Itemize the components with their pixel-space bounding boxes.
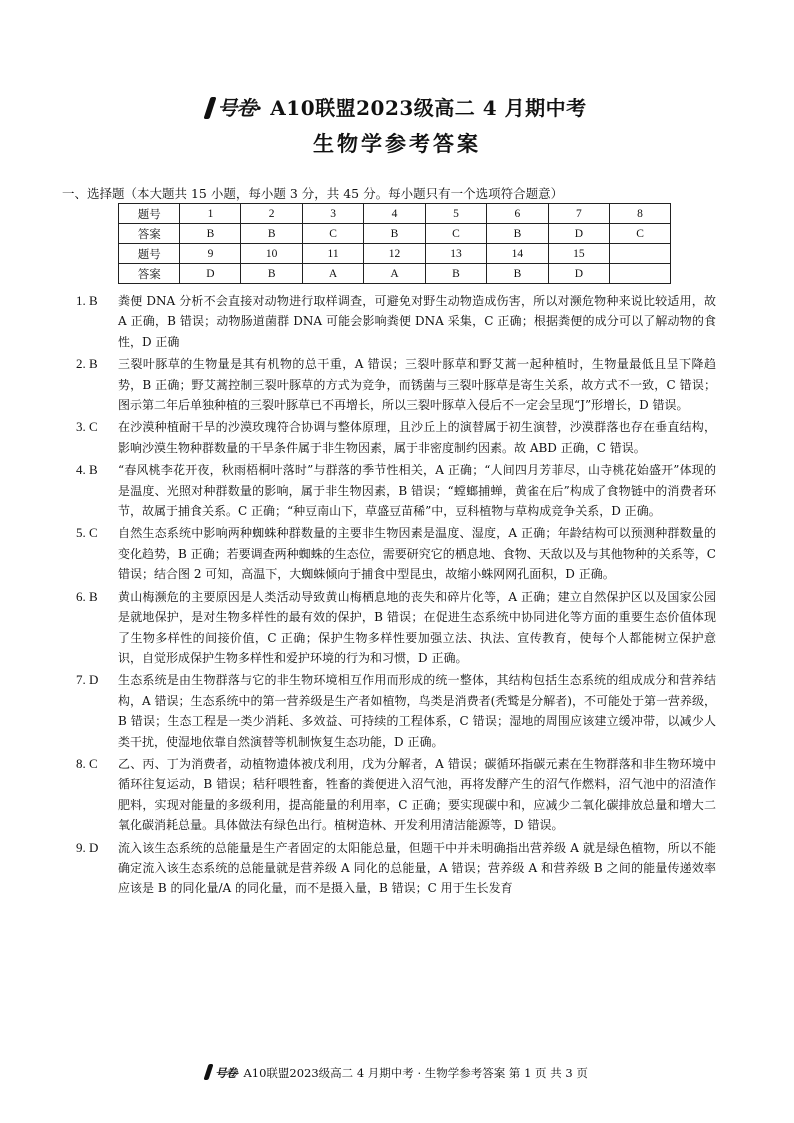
section-heading: 一、选择题（本大题共 15 小题，每小题 3 分，共 45 分。每小题只有一个选项符合题意）: [62, 186, 564, 201]
table-cell: B: [487, 264, 548, 284]
list-item: [76, 354, 716, 415]
table-cell: 13: [425, 244, 486, 264]
logo-mark-icon: [204, 97, 217, 119]
question-number: 1. B: [76, 293, 98, 308]
table-cell: D: [548, 224, 609, 244]
question-number: 2. B: [76, 356, 98, 372]
table-cell: 10: [241, 244, 302, 264]
table-cell: B: [241, 224, 302, 244]
table-cell: 8: [610, 204, 671, 224]
explanation-text: 乙、丙、丁为消费者，动植物遗体被戊利用，戊为分解者，A 错误；碳循环指碳元素在生物群落和非生物环境中循环往复运动，B 错误；秸秆喂牲畜，牲畜的粪便进入沼气池，再将发酵产生的沼气作燃料，沼气池中的沼渣作肥料，实现对能量的多级利用，提高能量的利用率，C 正确；要实现碳中和，应减少二氧化碳排放总量和增大二氧化碳消耗总量。具体做法有绿色出行。植树造林、开发利用清洁能源等，D 错误。: [118, 756, 716, 833]
question-number: 6. B: [76, 588, 98, 604]
table-cell: 4: [364, 204, 425, 224]
footer-text: · A10联盟2023级高二 4 月期中考 · 生物学参考答案 第 1 页 共 3 页: [236, 1066, 588, 1080]
table-row: [119, 204, 671, 224]
explanation-list: [76, 291, 716, 901]
table-row: [119, 244, 671, 264]
list-item: [76, 587, 716, 669]
row-label: 题号: [119, 244, 180, 264]
list-item: [76, 523, 716, 584]
table-cell: B: [241, 264, 302, 284]
explanation-text: 三裂叶豚草的生物量是其有机物的总干重，A 错误；三裂叶豚草和野艾蒿一起种植时，生物量最低且呈下降趋势，B 正确；野艾蒿控制三裂叶豚草的方式为竞争，而锈菌与三裂叶豚草是寄生关系，故方式不一致，C 错误；图示第二年后单独种植的三裂叶豚草已不再增长，所以三裂叶豚草入侵后不一定会呈现“J”形增长，D 错误。: [118, 357, 716, 413]
table-cell: C: [302, 224, 363, 244]
table-cell: B: [180, 224, 241, 244]
table-cell: 11: [302, 244, 363, 264]
table-cell: [610, 264, 671, 284]
explanation-text: 在沙漠种植耐干旱的沙漠玫瑰符合协调与整体原理，且沙丘上的演替属于初生演替，沙漠群落也存在垂直结构，影响沙漠生物种群数量的干旱条件属于非生物因素，属于非密度制约因素。故 ABD 正确，C 错误。: [118, 420, 716, 455]
explanation-text: 生态系统是由生物群落与它的非生物环境相互作用而形成的统一整体，其结构包括生态系统的组成成分和营养结构，A 错误；生态系统中的第一营养级是生产者如植物，鸟类是消费者(秃鹫是分解者)，不可能处于第一营养级，B 错误；生态工程是一类少消耗、多效益、可持续的工程体系，C 错误；湿地的周围应该建立缓冲带，以减少人类干扰，使湿地依靠自然演替等机制恢复生态功能，D 正确。: [118, 673, 716, 749]
table-row: [119, 264, 671, 284]
table-cell: [610, 244, 671, 264]
page-title: [0, 92, 794, 121]
list-item: [76, 460, 716, 521]
table-cell: 2: [241, 204, 302, 224]
table-cell: 1: [180, 204, 241, 224]
page-footer: [0, 1064, 794, 1081]
footer-logo-text: 号卷: [215, 1066, 237, 1080]
table-cell: A: [364, 264, 425, 284]
table-cell: 14: [487, 244, 548, 264]
table-cell: C: [610, 224, 671, 244]
table-cell: 6: [487, 204, 548, 224]
question-number: 3. C: [76, 419, 98, 435]
explanation-text: 流入该生态系统的总能量是生产者固定的太阳能总量，但题干中并未明确指出营养级 A 就是绿色植物，所以不能确定流入该生态系统的总能量就是营养级 A 同化的总能量，A 错误；营养级 A 和营养级 B 之间的能量传递效率应该是 B 的同化量/A 的同化量，而不是摄入量，B 错误；C 用于生长发育: [118, 840, 716, 896]
explanation-text: 自然生态系统中影响两种蜘蛛种群数量的主要非生物因素是温度、湿度，A 正确；年龄结构可以预测种群数量的变化趋势，B 正确；若要调查两种蜘蛛的生态位，需要研究它的栖息地、食物、天敌以及与其他物种的关系等，C 错误；结合图 2 可知，高温下，大蜘蛛倾向于捕食中型昆虫，故缩小蛛网网孔面积，D 正确。: [118, 526, 716, 582]
list-item: [76, 291, 716, 352]
question-number: 8. C: [76, 755, 98, 771]
table-row: [119, 224, 671, 244]
question-number: 5. C: [76, 525, 98, 541]
row-label: 答案: [119, 224, 180, 244]
table-cell: A: [302, 264, 363, 284]
page-subtitle: 生物学参考答案: [313, 131, 481, 156]
table-cell: B: [364, 224, 425, 244]
row-label: 答案: [119, 264, 180, 284]
question-number: 7. D: [76, 672, 99, 688]
table-cell: 9: [180, 244, 241, 264]
table-cell: 3: [302, 204, 363, 224]
table-cell: C: [425, 224, 486, 244]
answer-table: [118, 203, 671, 284]
explanation-text: “春风桃李花开夜，秋雨梧桐叶落时”与群落的季节性相关，A 正确；“人间四月芳菲尽，山寺桃花始盛开”体现的是温度、光照对种群数量的影响，属于非生物因素，B 错误；“螳螂捕蝉，黄雀在后”构成了食物链中的消费者环节，故属于捕食关系。C 正确；“种豆南山下，草盛豆苗稀”中，豆科植物与草构成竞争关系，D 正确。: [118, 463, 716, 519]
table-cell: D: [548, 264, 609, 284]
question-number: 4. B: [76, 462, 98, 478]
list-item: [76, 417, 716, 458]
explanation-text: 黄山梅濒危的主要原因是人类活动导致黄山梅栖息地的丧失和碎片化等，A 正确；建立自然保护区以及国家公园是就地保护，是对生物多样性的最有效的保护，B 错误；在促进生态系统中协同进化等方面的重要生态价值体现了生物多样性的间接价值，C 正确；保护生物多样性要加强立法、执法、宣传教育，使每个人都能树立保护意识，自觉形成保护生物多样性和爱护环境的行为和习惯，D 正确。: [118, 589, 716, 665]
table-cell: 5: [425, 204, 486, 224]
table-cell: D: [180, 264, 241, 284]
list-item: [76, 754, 716, 836]
table-cell: 7: [548, 204, 609, 224]
table-cell: B: [425, 264, 486, 284]
list-item: [76, 838, 716, 899]
row-label: 题号: [119, 204, 180, 224]
question-number: 9. D: [76, 839, 99, 855]
title-line1: · A10联盟2023级高二 4 月期中考: [255, 96, 587, 120]
explanation-text: 粪便 DNA 分析不会直接对动物进行取样调查，可避免对野生动物造成伤害，所以对濒危物种来说比较适用，故 A 正确，B 错误；动物肠道菌群 DNA 可能会影响粪便 DNA 采集，C 正确；根据粪便的成分可以了解动物的食性，D 正确: [118, 294, 716, 349]
list-item: [76, 670, 716, 752]
footer-logo: [206, 1064, 236, 1081]
logo-mark-icon: [204, 1064, 214, 1080]
table-cell: B: [487, 224, 548, 244]
table-cell: 12: [364, 244, 425, 264]
logo-text: 号卷: [217, 96, 256, 120]
table-cell: 15: [548, 244, 609, 264]
logo: [207, 92, 255, 121]
